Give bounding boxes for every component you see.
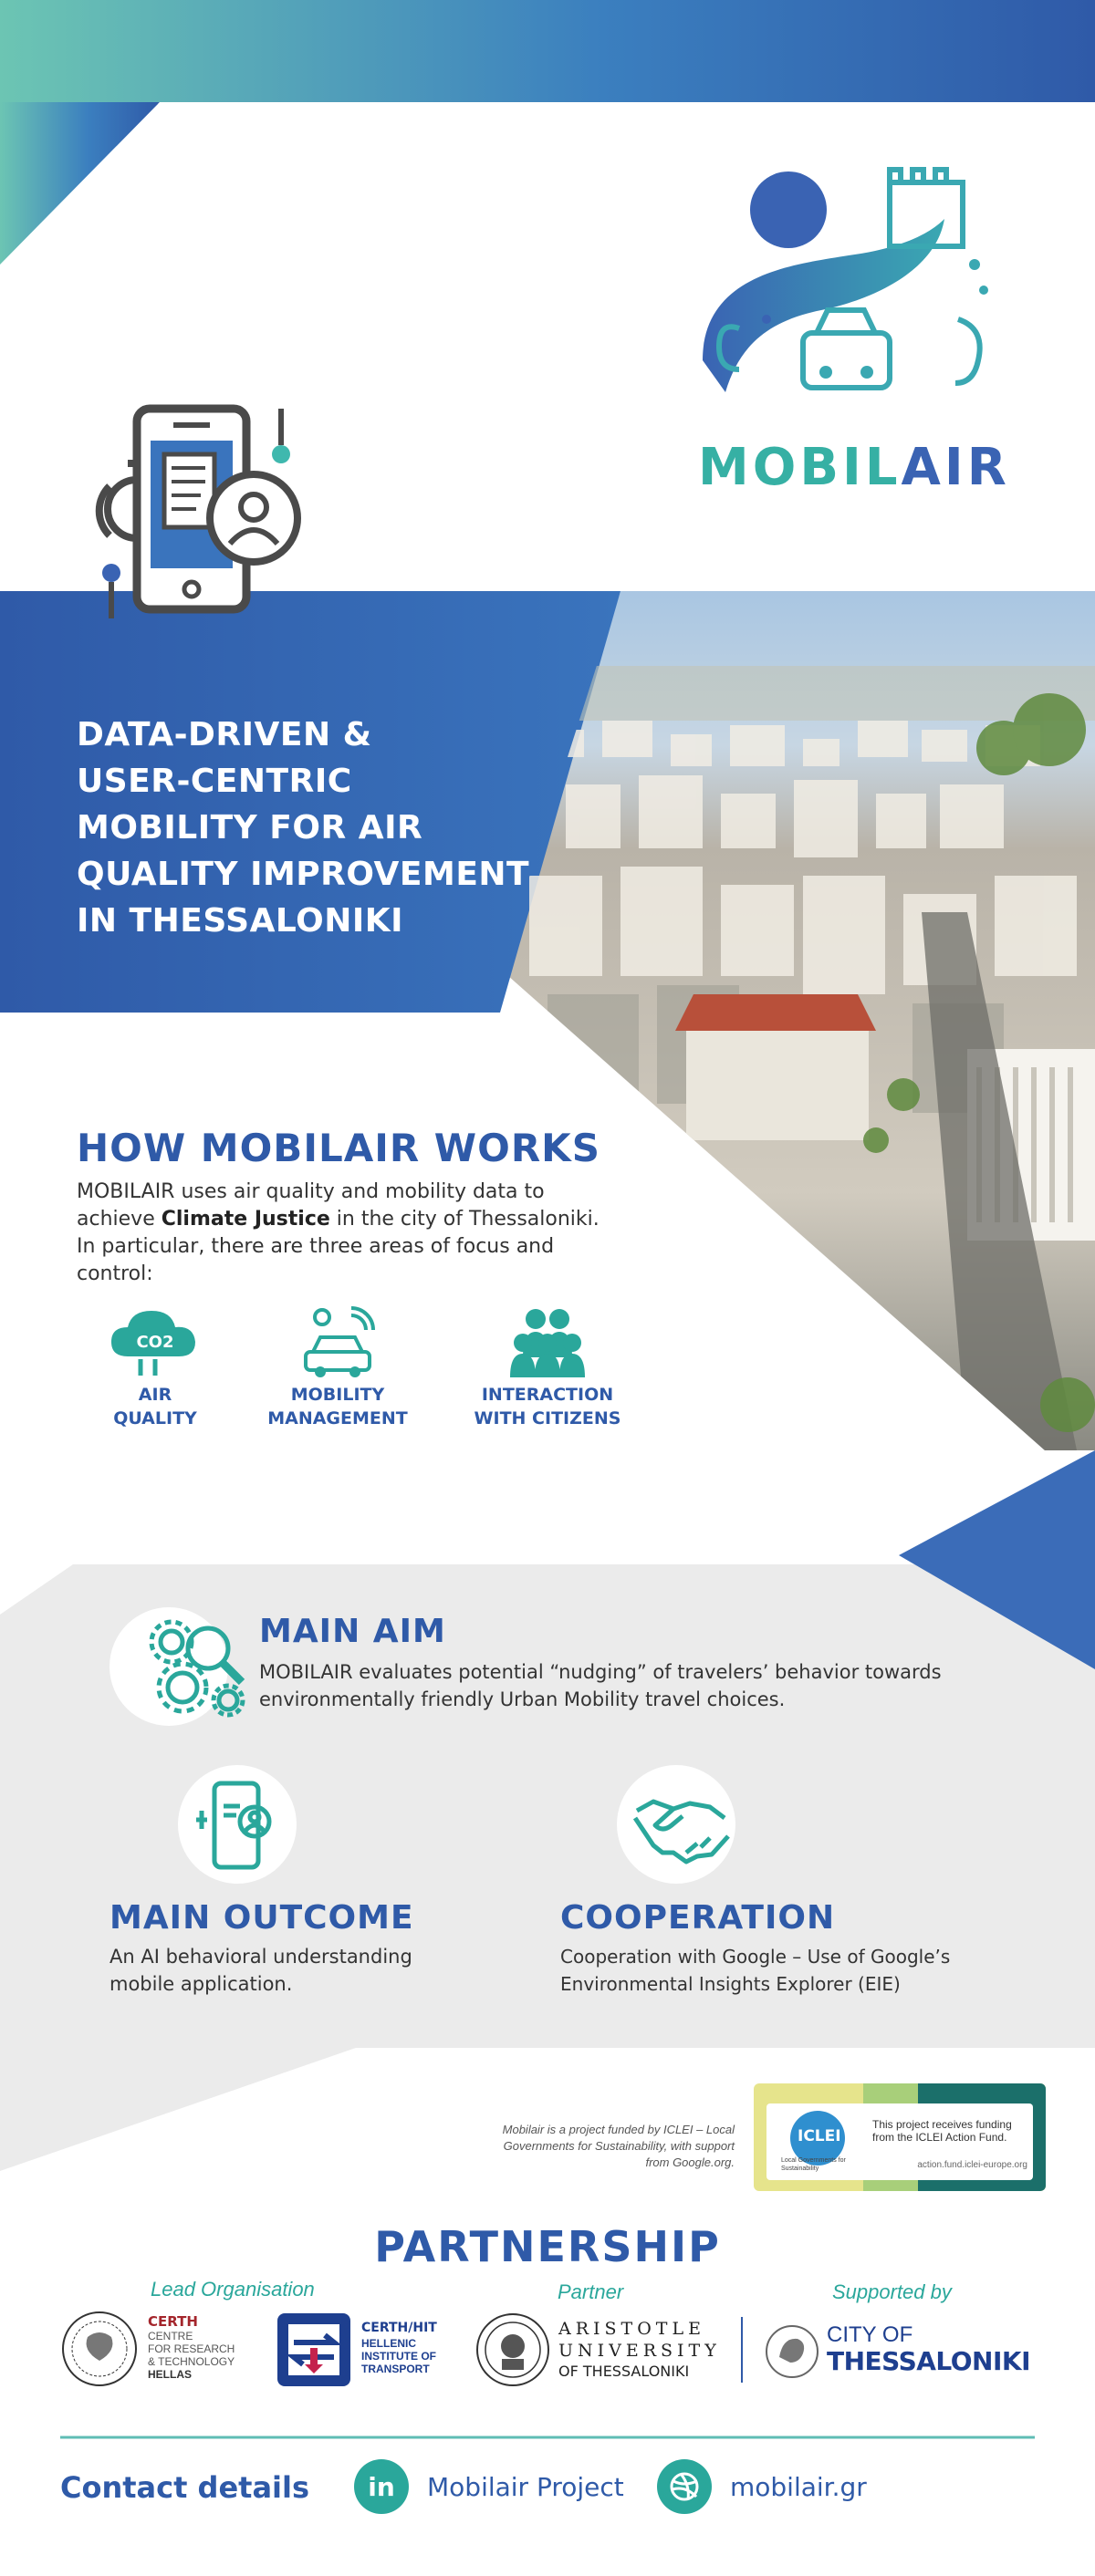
certh-line: & TECHNOLOGY [148,2355,235,2368]
focus-label-line: INTERACTION [481,1385,614,1405]
linkedin-link[interactable] [354,2459,624,2514]
hit-name: CERTH/HIT [361,2321,437,2335]
how-intro-text [77,1179,615,1288]
certh-line: CENTRE [148,2330,193,2342]
iclei-logo-text: ICLEI [798,2127,841,2145]
city-line-1: CITY OF [827,2322,913,2347]
focus-label [260,1383,415,1430]
focus-label-line: QUALITY [113,1408,197,1428]
certh-name: CERTH [148,2313,198,2330]
auth-logo [474,2310,721,2390]
hero-title [77,712,551,944]
hero-title-line: QUALITY IMPROVEMENT [77,856,530,893]
main-aim-text: MOBILAIR evaluates potential “nudging” of travelers’ behavior towards environmentally friendly Urban Mobility travel choices. [259,1661,942,1710]
main-outcome-title: MAIN OUTCOME [110,1899,414,1937]
partner-label: Partner [558,2280,624,2303]
partnership-title: PARTNERSHIP [374,2222,721,2271]
cooperation-text: Cooperation with Google – Use of Google’s Environmental Insights Explorer (EIE) [560,1946,951,1995]
iclei-funding-text: This project receives funding from the ICLEI Action Fund. [872,2118,1012,2144]
people-group-icon [470,1306,625,1379]
logo-text-air: AIR [901,438,1010,497]
logo-text-mobil: MOBIL [698,438,902,497]
logo-wordmark [698,438,1010,497]
certh-line: HELLAS [148,2368,192,2381]
cooperation-title: COOPERATION [560,1899,836,1937]
auth-line: ARISTOTLE [558,2319,705,2339]
main-aim-title: MAIN AIM [259,1613,446,1650]
main-outcome-text: An AI behavioral understanding mobile application. [110,1946,412,1995]
how-intro-part-1: MOBILAIR uses air quality and mobility data to achieve [77,1180,545,1231]
connected-car-icon [260,1306,415,1379]
iclei-url[interactable]: action.fund.iclei-europe.org [917,2160,1027,2170]
phone-user-icon [178,1765,297,1884]
linkedin-label[interactable]: Mobilair Project [427,2471,624,2502]
focus-area-air-quality [100,1306,210,1430]
certh-logo [60,2308,261,2390]
smartphone-user-icon [73,400,310,628]
partner-divider [741,2317,743,2383]
hero-title-line: MOBILITY FOR AIR [77,809,423,847]
focus-label-line: MANAGEMENT [267,1408,408,1428]
auth-line: OF THESSALONIKI [558,2363,690,2380]
certh-line: FOR RESEARCH [148,2342,235,2355]
main-outcome-icon-circle [178,1765,297,1884]
supported-label: Supported by [832,2280,952,2303]
lead-org-label: Lead Organisation [151,2278,315,2301]
focus-area-interaction-citizens [470,1306,625,1430]
globe-icon[interactable] [657,2459,712,2514]
hit-line: HELLENIC [361,2337,416,2350]
focus-label-line: WITH CITIZENS [474,1408,621,1428]
contact-title: Contact details [60,2470,310,2505]
focus-area-mobility-management [260,1306,415,1430]
focus-label [470,1383,625,1430]
mobilair-logo [684,164,1010,520]
hero-title-line: IN THESSALONIKI [77,902,404,940]
iclei-badge [754,2083,1046,2191]
city-of-thessaloniki-logo [763,2317,1046,2390]
auth-line: UNIVERSITY [558,2341,721,2361]
iclei-subtitle: Local Governments for Sustainability [781,2157,846,2172]
hero-title-line: DATA-DRIVEN & [77,716,372,753]
city-line-2: THESSALONIKI [827,2346,1031,2376]
focus-label [100,1383,210,1430]
hit-line: INSTITUTE OF [361,2350,436,2363]
main-aim-icon-circle [110,1607,228,1726]
linkedin-icon[interactable] [354,2459,409,2514]
linkedin-icon-glyph: in [368,2471,395,2502]
website-label[interactable]: mobilair.gr [730,2471,867,2502]
how-intro-bold: Climate Justice [161,1208,330,1231]
funding-note: Mobilair is a project funded by ICLEI – Local Governments for Sustainability, with support from Google.org. [502,2123,735,2169]
hit-line: TRANSPORT [361,2363,430,2375]
cooperation-icon-circle [617,1765,735,1884]
handshake-icon [617,1765,754,1884]
website-link[interactable] [657,2459,867,2514]
certh-hit-logo [276,2311,467,2388]
co2-cloud-icon [100,1306,210,1379]
svg-text:CO2: CO2 [136,1333,174,1352]
how-section-title: HOW MOBILAIR WORKS [77,1126,600,1170]
how-intro-part-2: in the city of Thessaloniki. In particular, there are three areas of focus and control: [77,1208,600,1285]
hero-title-line: USER-CENTRIC [77,763,352,800]
focus-label-line: AIR [138,1385,172,1405]
focus-label-line: MOBILITY [290,1385,385,1405]
